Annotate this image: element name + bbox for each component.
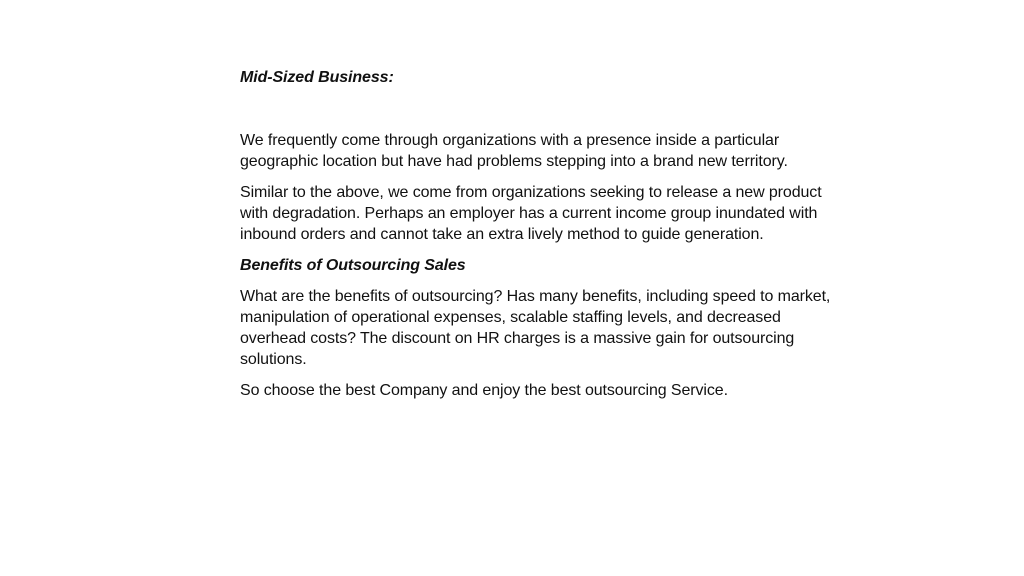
- paragraph-product-launch: Similar to the above, we come from organizations seeking to release a new product with degradation. Perhaps an employer has a current income group inundated with inbound orders and cannot take an extra lively method to guide generation.: [240, 184, 822, 243]
- section-heading-mid-sized-business: Mid-Sized Business:: [240, 69, 394, 86]
- text-content: [240, 67, 840, 411]
- section-heading-benefits: Benefits of Outsourcing Sales: [240, 257, 466, 274]
- paragraph-benefits: What are the benefits of outsourcing? Has many benefits, including speed to market, manipulation of operational expenses, scalable staffing levels, and decreased overhead costs? The discount on HR charges is a massive gain for outsourcing solutions.: [240, 288, 831, 368]
- paragraph-geographic-expansion: We frequently come through organizations with a presence inside a particular geographic location but have had problems stepping into a brand new territory.: [240, 132, 788, 170]
- paragraph-conclusion: So choose the best Company and enjoy the best outsourcing Service.: [240, 382, 728, 399]
